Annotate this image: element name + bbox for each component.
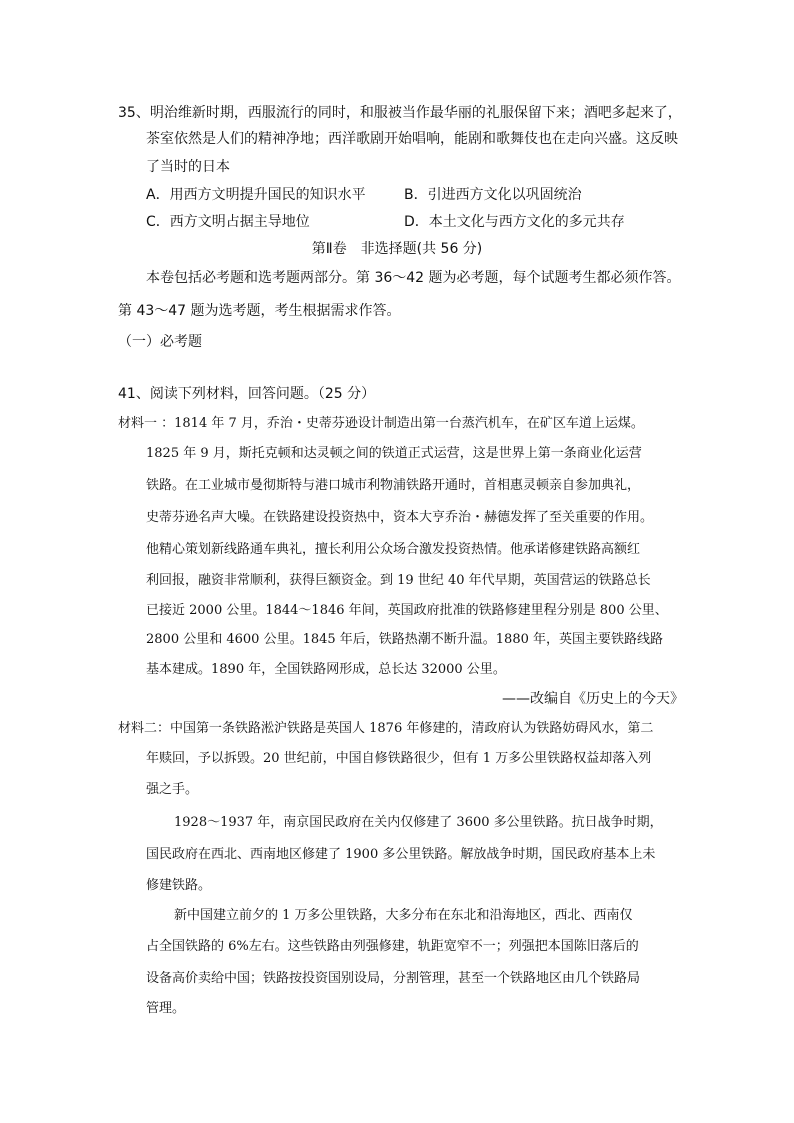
material1-line-4: 史蒂芬逊名声大噪。在铁路建设投资热中，资本大亨乔治・赫德发挥了至关重要的作用。 bbox=[146, 510, 654, 525]
q35-stem-line-3: 了当时的日本 bbox=[146, 159, 230, 175]
material2-line-9: 设备高价卖给中国；铁路按投资国别设局，分割管理，甚至一个铁路地区由几个铁路局 bbox=[146, 971, 641, 986]
material1-line-2: 1825 年 9 月，斯托克顿和达灵顿之间的铁道正式运营，这是世界上第一条商业化运营 bbox=[146, 446, 642, 461]
material2-line-6: 修建铁路。 bbox=[146, 878, 212, 893]
material1-line-7: 已接近 2000 公里。1844～1846 年间，英国政府批准的铁路修建里程分别是 800 公里、 bbox=[146, 603, 668, 618]
material2-line-2: 年赎回，予以拆毁。20 世纪前，中国自修铁路很少，但有 1 万多公里铁路权益却落入列 bbox=[146, 751, 652, 766]
section-2-intro-line-1: 本卷包括必考题和选考题两部分。第 36～42 题为必考题，每个试题考生都必须作答。 bbox=[146, 270, 681, 286]
material2-line-5: 国民政府在西北、西南地区修建了 1900 多公里铁路。解放战争时期，国民政府基本上未 bbox=[146, 847, 656, 862]
material2-line-1: 材料二：中国第一条铁路淞沪铁路是英国人 1876 年修建的，清政府认为铁路妨碍风水，第二 bbox=[118, 721, 654, 736]
material1-line-5: 他精心策划新线路通车典礼，擅长利用公众场合激发投资热情。他承诺修建铁路高额红 bbox=[146, 542, 641, 557]
q35-option-c: C．西方文明占据主导地位 bbox=[146, 214, 310, 230]
q41-title: 41、阅读下列材料，回答问题。（25 分） bbox=[118, 386, 376, 402]
q35-stem-line-1: 35、明治维新时期，西服流行的同时，和服被当作最华丽的礼服保留下来；酒吧多起来了， bbox=[118, 105, 682, 121]
material1-line-1: 材料一 ：1814 年 7 月，乔治・史蒂芬逊设计制造出第一台蒸汽机车，在矿区车道上运煤。 bbox=[118, 416, 644, 431]
material1-line-9: 基本建成。1890 年，全国铁路网形成，总长达 32000 公里。 bbox=[146, 662, 506, 677]
q35-stem-line-2: 茶室依然是人们的精神净地；西洋歌剧开始唱响，能剧和歌舞伎也在走向兴盛。这反映 bbox=[146, 131, 678, 147]
material2-line-7: 新中国建立前夕的 1 万多公里铁路，大多分布在东北和沿海地区，西北、西南仅 bbox=[174, 908, 633, 923]
material1-line-3: 铁路。在工业城市曼彻斯特与港口城市利物浦铁路开通时，首相惠灵顿亲自参加典礼， bbox=[146, 478, 641, 493]
q35-option-d: D．本土文化与西方文化的多元共存 bbox=[404, 214, 625, 230]
material1-source: ——改编自《历史上的今天》 bbox=[502, 691, 684, 707]
required-questions-label: （一）必考题 bbox=[118, 334, 202, 350]
section-2-intro-line-2: 第 43～47 题为选考题，考生根据需求作答。 bbox=[118, 303, 401, 319]
material2-line-3: 强之手。 bbox=[146, 782, 199, 797]
section-2-title: 第Ⅱ卷 非选择题(共 56 分) bbox=[311, 241, 483, 257]
q35-option-a: A．用西方文明提升国民的知识水平 bbox=[146, 187, 366, 203]
material1-line-6: 利回报，融资非常顺利，获得巨额资金。到 19 世纪 40 年代早期，英国营运的铁路总长 bbox=[146, 573, 651, 588]
material2-line-4: 1928～1937 年，南京国民政府在关内仅修建了 3600 多公里铁路。抗日战争时期， bbox=[174, 815, 663, 830]
material2-line-10: 管理。 bbox=[146, 1001, 186, 1016]
material1-line-8: 2800 公里和 4600 公里。1845 年后，铁路热潮不断升温。1880 年，英国主要铁路线路 bbox=[146, 632, 663, 647]
q35-option-b: B．引进西方文化以巩固统治 bbox=[404, 187, 582, 203]
material2-line-8: 占全国铁路的 6%左右。这些铁路由列强修建，轨距宽窄不一；列强把本国陈旧落后的 bbox=[146, 939, 639, 954]
